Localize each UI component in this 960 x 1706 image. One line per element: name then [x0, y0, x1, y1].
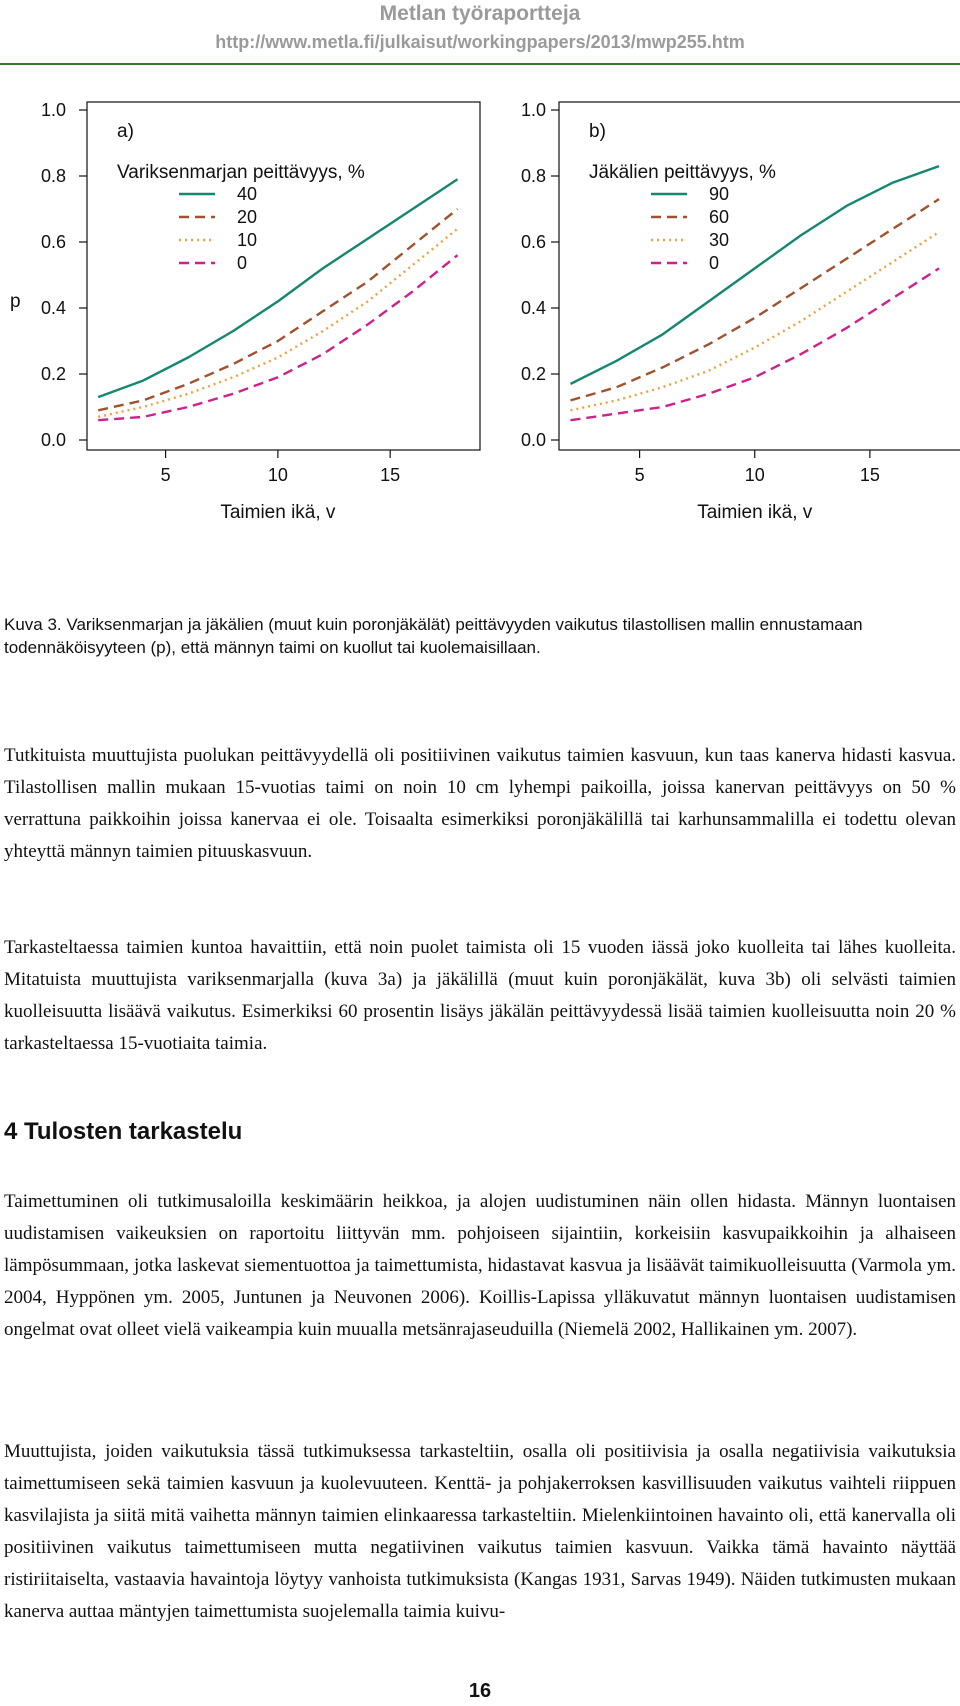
paragraph-2: Tarkasteltaessa taimien kuntoa havaittiin, että noin puolet taimista oli 15 vuoden iässä joko kuolleita tai lähes kuolleita. Mitatuista muuttujista variksenmarjalla (kuva 3a) ja jäkälillä (muut kuin poronjäkälät, kuva 3b) oli selvästi taimien kuolleisuutta lisäävä vaikutus. Esimerkiksi 60 prosentin lisäys jäkälän peittävyydessä lisää taimien kuolleisuutta noin 20 % tarkasteltaessa 15-vuotiaita taimia.: [4, 937, 956, 1054]
legend-entry: 40: [237, 184, 258, 204]
x-axis-label: Taimien ikä, v: [697, 502, 813, 523]
x-tick-label: 10: [267, 465, 288, 485]
legend-entry: 20: [237, 207, 258, 227]
legend-entry: 60: [709, 207, 730, 227]
series-line: [98, 229, 457, 417]
y-tick-label: 0.6: [520, 232, 546, 252]
plot-frame: [87, 102, 480, 450]
series-line: [98, 209, 457, 410]
y-tick-label: 1.0: [40, 100, 66, 120]
header-divider: [0, 63, 960, 65]
chart-panel-a: [41, 100, 480, 523]
panel-label: a): [117, 121, 134, 142]
legend-title: Jäkälien peittävyys, %: [589, 162, 776, 183]
y-tick-label: 0.2: [40, 364, 66, 384]
series-line: [571, 166, 940, 384]
x-tick-label: 5: [160, 465, 171, 485]
legend-entry: 30: [709, 230, 730, 250]
legend-entry: 0: [237, 253, 248, 273]
journal-title: Metlan työraportteja: [379, 2, 581, 25]
y-tick-label: 0.0: [40, 430, 66, 450]
legend-entry: 10: [237, 230, 258, 250]
plot-frame: [559, 102, 960, 450]
series-line: [571, 268, 940, 420]
paragraph-4: Muuttujista, joiden vaikutuksia tässä tutkimuksessa tarkasteltiin, osalla oli positiivisia ja osalla negatiivisia vaikutuksia taimettumiseen sekä taimien kasvuun ja kuolevuuteen. Kenttä- ja pohjakerroksen kasvillisuuden vaikutus vaihteli riippuen kasvilajista ja siitä mitä vaihetta männyn taimien elinkaaressa tarkasteltiin. Mielenkiintoinen havainto oli, että kanervalla oli positiivinen vaikutus taimettumiseen mutta negatiivinen vaikutus taimien kasvuun. Vaikka tämä havainto näyttää ristiriitaiselta, vastaavia havaintoja löytyy vanhoista tutkimuksista (Kangas 1931, Sarvas 1949). Näiden tutkimusten mukaan kanerva auttaa mäntyjen taimettumista suojelemalla taimia kuivu-: [4, 1441, 956, 1622]
x-tick-label: 5: [634, 465, 645, 485]
figure-3: [0, 100, 960, 580]
y-tick-label: 0.0: [520, 430, 546, 450]
legend-title: Variksenmarjan peittävyys, %: [117, 162, 365, 183]
series-line: [98, 179, 457, 397]
series-line: [571, 199, 940, 400]
journal-url[interactable]: http://www.metla.fi/julkaisut/workingpapers/2013/mwp255.htm: [215, 32, 745, 52]
legend-entry: 0: [709, 253, 720, 273]
y-tick-label: 0.6: [40, 232, 66, 252]
panel-label: b): [589, 121, 606, 142]
x-axis-label: Taimien ikä, v: [220, 502, 336, 523]
legend-entry: 90: [709, 184, 730, 204]
figure-caption: Kuva 3. Variksenmarjan ja jäkälien (muut kuin poronjäkälät) peittävyyden vaikutus tilastollisen mallin ennustamaan todennäköisyyteen (p), että männyn taimi on kuollut tai kuolemaisillaan.: [4, 615, 863, 657]
page-number: 16: [468, 1680, 492, 1702]
x-tick-label: 10: [744, 465, 765, 485]
y-tick-label: 0.2: [520, 364, 546, 384]
y-tick-label: 0.4: [520, 298, 546, 318]
y-tick-label: 0.8: [520, 166, 546, 186]
section-heading: 4 Tulosten tarkastelu: [4, 1118, 243, 1145]
x-tick-label: 15: [859, 465, 880, 485]
paragraph-3: Taimettuminen oli tutkimusaloilla keskimäärin heikkoa, ja alojen uudistuminen näin ollen hidasta. Männyn luontaisen uudistamisen vaikeuksien on raportoitu liittyvän mm. pohjoiseen sijaintiin, korkeisiin kasvupaikkoihin ja alhaiseen lämpösummaan, jotka laskevat siementuottoa ja taimettumista, hidastavat kasvua ja lisäävät taimikuolleisuutta (Varmola ym. 2004, Hyppönen ym. 2005, Juntunen ja Neuvonen 2006). Koillis-Lapissa ylläkuvatut männyn luontaisen uudistamisen ongelmat ovat olleet vielä vaikeampia kuin muualla metsänrajaseuduilla (Niemelä 2002, Hallikainen ym. 2007).: [4, 1191, 956, 1340]
y-tick-label: 1.0: [520, 100, 546, 120]
y-tick-label: 0.8: [40, 166, 66, 186]
series-line: [98, 255, 457, 420]
x-tick-label: 15: [380, 465, 401, 485]
y-tick-label: 0.4: [40, 298, 66, 318]
chart-panel-b: [521, 100, 960, 523]
y-axis-label: p: [10, 291, 21, 312]
paragraph-1: Tutkituista muuttujista puolukan peittävyydellä oli positiivinen vaikutus taimien kasvuun, kun taas kanerva hidasti kasvua. Tilastollisen mallin mukaan 15-vuotias taimi on noin 10 cm lyhempi paikoilla, joissa kanervan peittävyys on 50 % verrattuna paikkoihin joissa kanervaa ei ole. Toisaalta esimerkiksi poronjäkälillä tai karhunsammalilla ei todettu olevan yhteyttä männyn taimien pituuskasvuun.: [4, 745, 956, 862]
